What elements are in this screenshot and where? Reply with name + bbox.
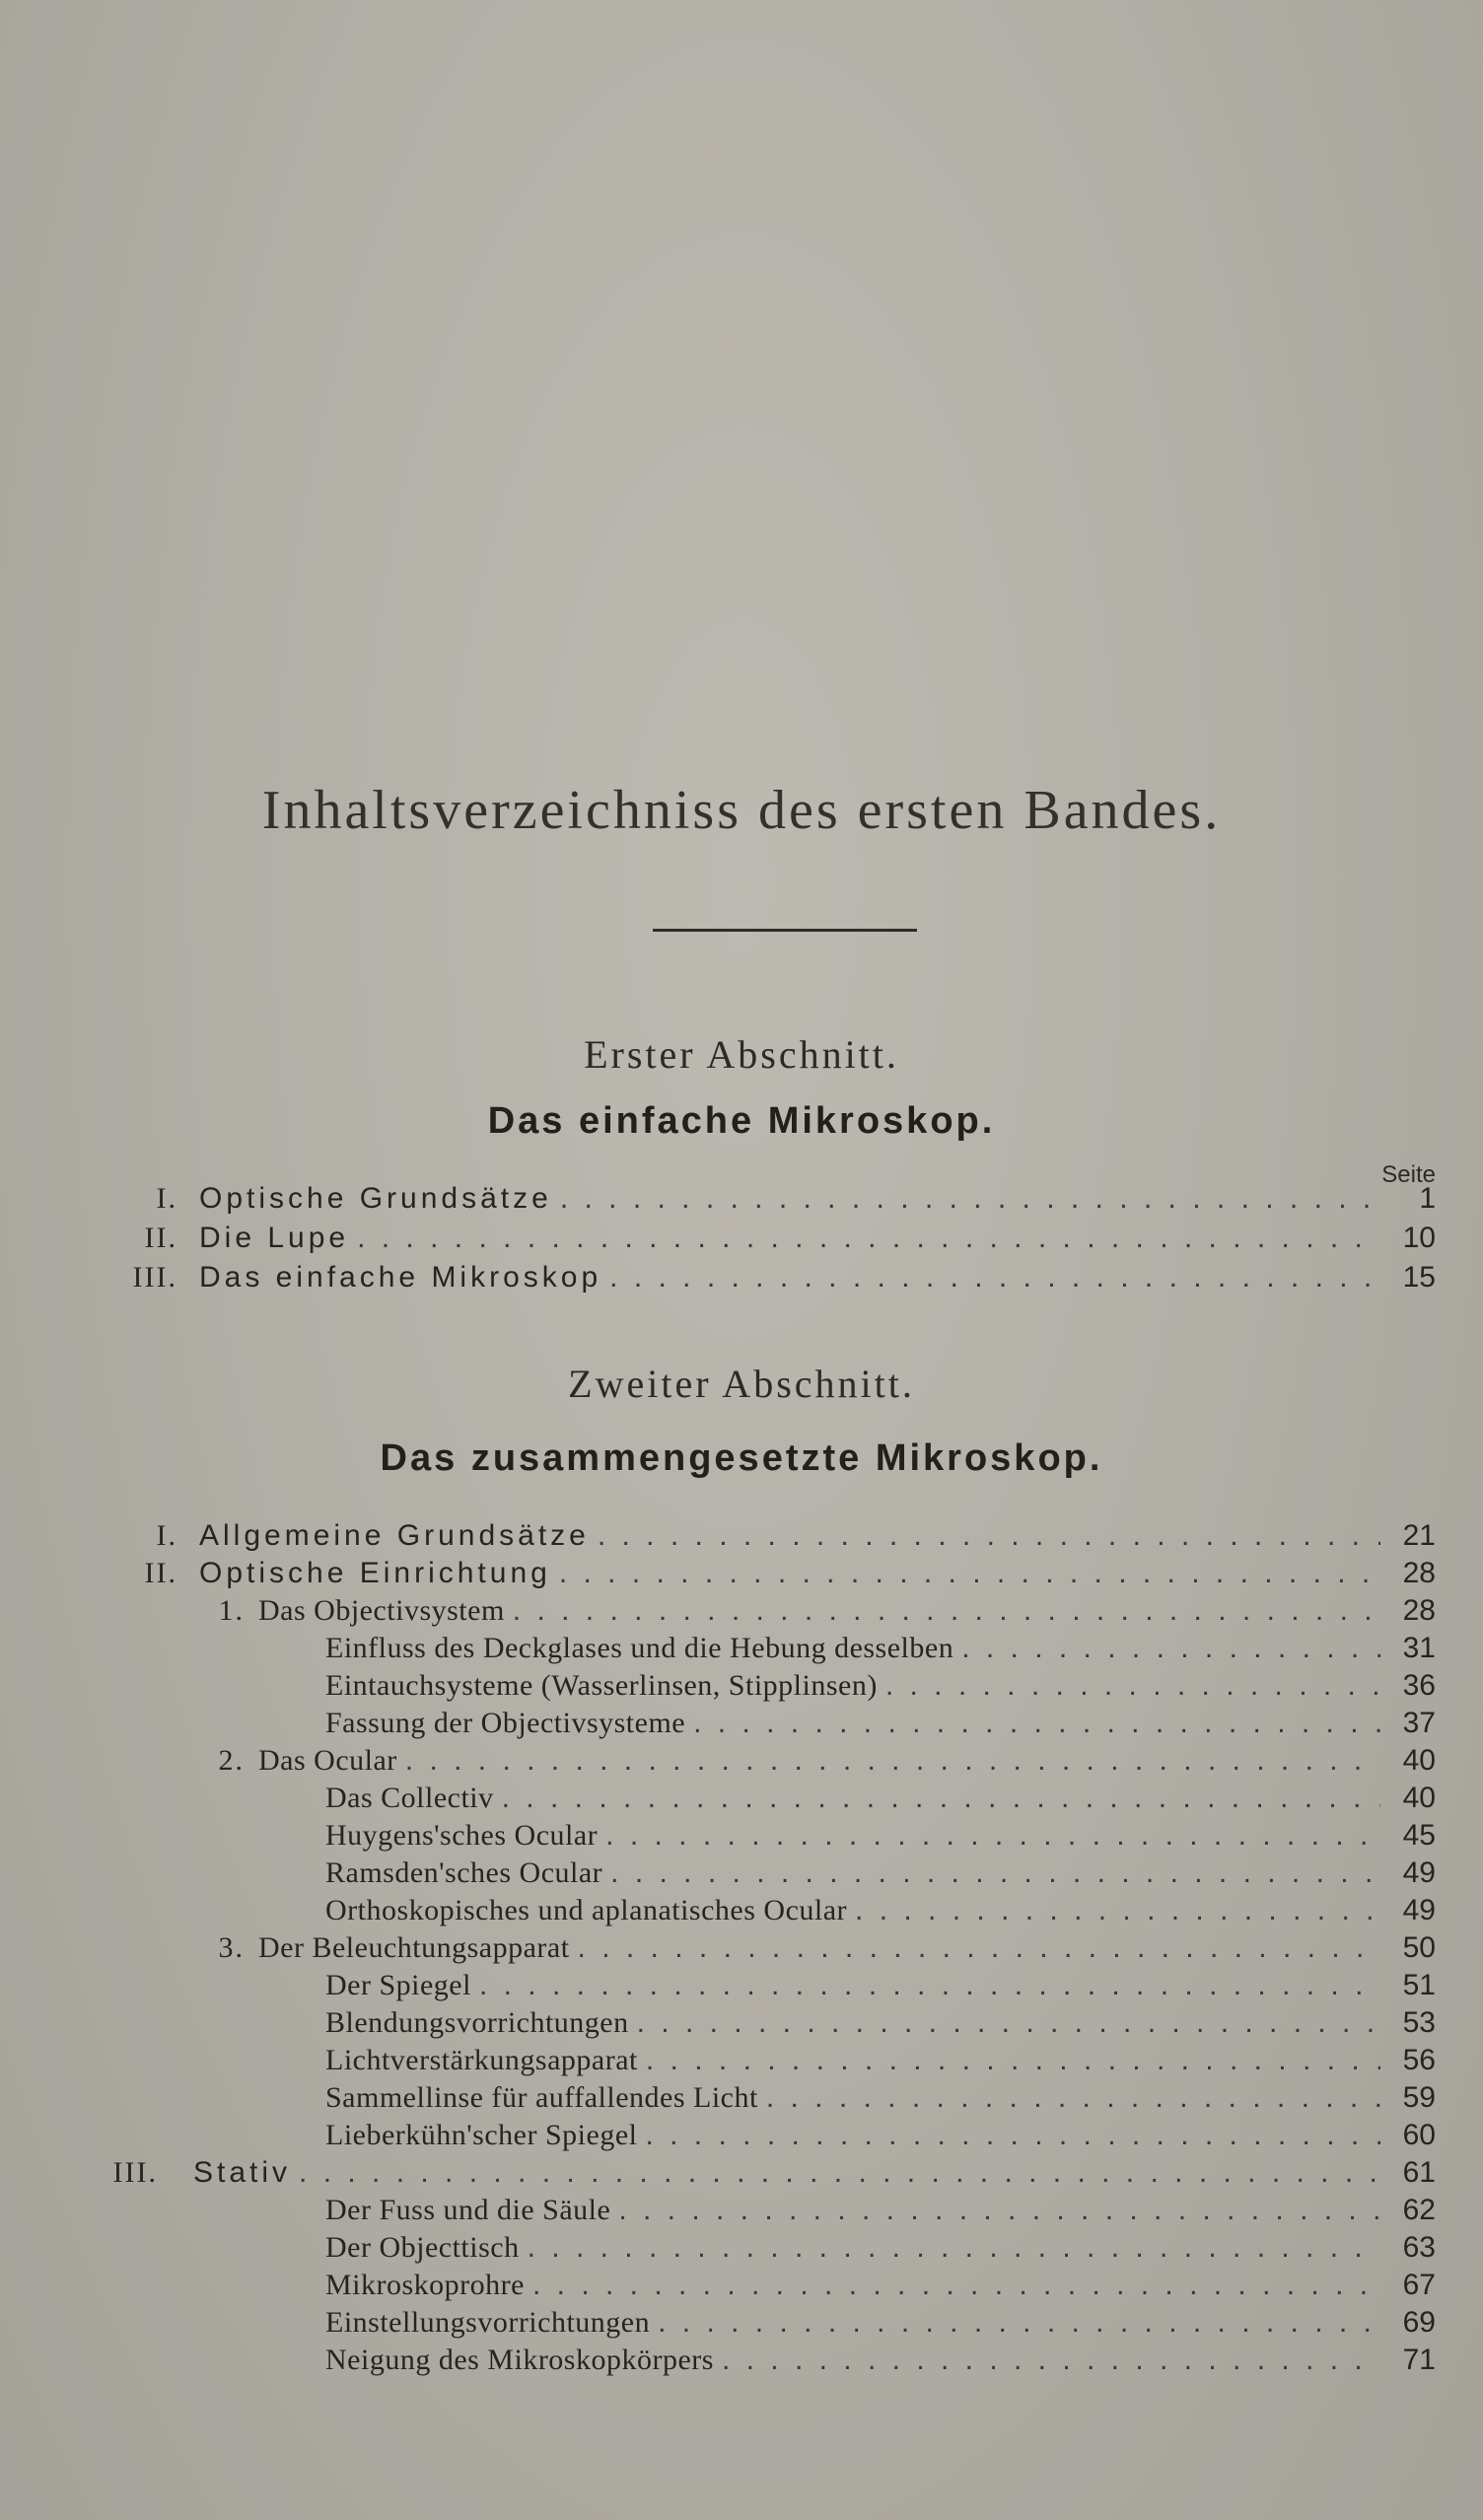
toc-entry bbox=[0, 1706, 1483, 1741]
toc-entry-label: Allgemeine Grundsätze bbox=[199, 1519, 590, 1552]
toc-entry-page: 51 bbox=[1402, 1969, 1436, 2001]
toc-entry-label: Mikroskoprohre bbox=[325, 2269, 525, 2301]
toc-entry-number: 2. bbox=[218, 1744, 245, 1777]
toc-entry-page: 63 bbox=[1402, 2231, 1436, 2264]
toc-entry-page: 40 bbox=[1402, 1782, 1436, 1814]
toc-entry-page: 61 bbox=[1402, 2156, 1436, 2189]
title-divider bbox=[653, 929, 917, 932]
toc-entry bbox=[0, 2305, 1483, 2341]
toc-entry-number: 1. bbox=[218, 1594, 245, 1627]
toc-entry-page: 56 bbox=[1402, 2044, 1436, 2076]
page-title: Inhaltsverzeichniss des ersten Bandes. bbox=[261, 780, 1222, 841]
toc-entry bbox=[0, 1556, 1483, 1591]
toc-entry-label: Das einfache Mikroskop bbox=[199, 1261, 602, 1294]
toc-entry bbox=[0, 1930, 1483, 1966]
section-2-heading: Zweiter Abschnitt. bbox=[568, 1362, 915, 1406]
toc-entry-label: Der Beleuchtungsapparat bbox=[258, 1931, 570, 1964]
toc-entry-label: Lichtverstärkungsapparat bbox=[325, 2044, 638, 2076]
toc-entry-label: Neigung des Mikroskopkörpers bbox=[325, 2344, 714, 2376]
toc-entry bbox=[0, 1221, 1483, 1256]
toc-entry-number: II. bbox=[144, 1557, 177, 1589]
toc-entry-label: Der Objecttisch bbox=[325, 2231, 520, 2264]
toc-entry-label: Der Fuss und die Säule bbox=[325, 2194, 611, 2226]
toc-entry-label: Stativ bbox=[193, 2156, 292, 2189]
toc-entry bbox=[0, 1593, 1483, 1629]
toc-entry-label: Optische Grundsätze bbox=[199, 1182, 552, 1215]
toc-entry bbox=[0, 2343, 1483, 2378]
toc-entry-number: I. bbox=[156, 1519, 177, 1552]
toc-entry-label: Eintauchsysteme (Wasserlinsen, Stipplinsen) bbox=[325, 1669, 878, 1702]
toc-entry-label: Lieberkühn'scher Spiegel bbox=[325, 2119, 638, 2151]
toc-entry bbox=[0, 2268, 1483, 2303]
section-2-subheading: Das zusammengesetzte Mikroskop. bbox=[380, 1437, 1103, 1479]
toc-entry-label: Die Lupe bbox=[199, 1222, 350, 1254]
toc-entry-label: Blendungsvorrichtungen bbox=[325, 2006, 629, 2039]
toc-entry-page: 60 bbox=[1402, 2119, 1436, 2151]
toc-entry-page: 67 bbox=[1402, 2269, 1436, 2301]
toc-entry bbox=[0, 2080, 1483, 2116]
toc-entry bbox=[0, 2118, 1483, 2153]
toc-entry bbox=[0, 1518, 1483, 1554]
toc-entry-label: Ramsden'sches Ocular bbox=[325, 1856, 603, 1889]
toc-entry bbox=[0, 1893, 1483, 1928]
toc-entry-label: Der Spiegel bbox=[325, 1969, 471, 2001]
toc-entry-number: 3. bbox=[218, 1931, 245, 1964]
toc-entry-page: 10 bbox=[1402, 1222, 1436, 1254]
toc-entry-label: Das Ocular bbox=[258, 1744, 397, 1777]
toc-entry-page: 36 bbox=[1402, 1669, 1436, 1702]
toc-entry-page: 59 bbox=[1402, 2081, 1436, 2114]
toc-entry-number: II. bbox=[144, 1222, 177, 1254]
toc-entry-label: Fassung der Objectivsysteme bbox=[325, 1707, 686, 1739]
toc-entry bbox=[0, 1781, 1483, 1816]
toc-entry-number: III. bbox=[112, 2156, 158, 2189]
toc-entry-label: Sammellinse für auffallendes Licht bbox=[325, 2081, 758, 2114]
toc-entry-page: 71 bbox=[1402, 2344, 1436, 2376]
toc-entry-label: Das Objectivsystem bbox=[258, 1594, 505, 1627]
toc-entry bbox=[0, 2193, 1483, 2228]
toc-entry bbox=[0, 1181, 1483, 1217]
toc-entry bbox=[0, 2005, 1483, 2041]
toc-entry-label: Orthoskopisches und aplanatisches Ocular bbox=[325, 1894, 848, 1926]
toc-entry-page: 49 bbox=[1402, 1894, 1436, 1926]
toc-entry-page: 50 bbox=[1402, 1931, 1436, 1964]
toc-entry bbox=[0, 1855, 1483, 1891]
toc-entry bbox=[0, 1631, 1483, 1666]
toc-entry-number: III. bbox=[132, 1261, 177, 1294]
toc-entry-page: 62 bbox=[1402, 2194, 1436, 2226]
toc-entry bbox=[0, 1818, 1483, 1854]
toc-entry-number: I. bbox=[156, 1182, 177, 1215]
toc-entry bbox=[0, 2155, 1483, 2191]
toc-entry-page: 49 bbox=[1402, 1856, 1436, 1889]
toc-entry-page: 40 bbox=[1402, 1744, 1436, 1777]
toc-entry-page: 45 bbox=[1402, 1819, 1436, 1852]
toc-entry-page: 15 bbox=[1402, 1261, 1436, 1294]
page-column-label: Seite bbox=[1381, 1161, 1436, 1188]
toc-entry-page: 21 bbox=[1402, 1519, 1436, 1552]
toc-entry-page: 31 bbox=[1402, 1632, 1436, 1664]
toc-entry-page: 28 bbox=[1402, 1594, 1436, 1627]
toc-entry-label: Optische Einrichtung bbox=[199, 1557, 551, 1589]
toc-entry-label: Das Collectiv bbox=[325, 1782, 494, 1814]
toc-entry bbox=[0, 2043, 1483, 2078]
toc-entry bbox=[0, 1968, 1483, 2003]
toc-entry bbox=[0, 1260, 1483, 1295]
section-1-heading: Erster Abschnitt. bbox=[584, 1032, 899, 1077]
toc-entry-label: Huygens'sches Ocular bbox=[325, 1819, 599, 1852]
toc-entry bbox=[0, 1743, 1483, 1779]
toc-entry-page: 53 bbox=[1402, 2006, 1436, 2039]
toc-entry-page: 1 bbox=[1419, 1182, 1436, 1215]
toc-entry-label: Einstellungsvorrichtungen bbox=[325, 2306, 651, 2339]
toc-entry-page: 69 bbox=[1402, 2306, 1436, 2339]
toc-entry-page: 37 bbox=[1402, 1707, 1436, 1739]
toc-entry bbox=[0, 1668, 1483, 1704]
toc-entry-page: 28 bbox=[1402, 1557, 1436, 1589]
toc-entry bbox=[0, 2230, 1483, 2266]
section-1-subheading: Das einfache Mikroskop. bbox=[487, 1100, 996, 1142]
toc-entry-label: Einfluss des Deckglases und die Hebung desselben bbox=[325, 1632, 954, 1664]
